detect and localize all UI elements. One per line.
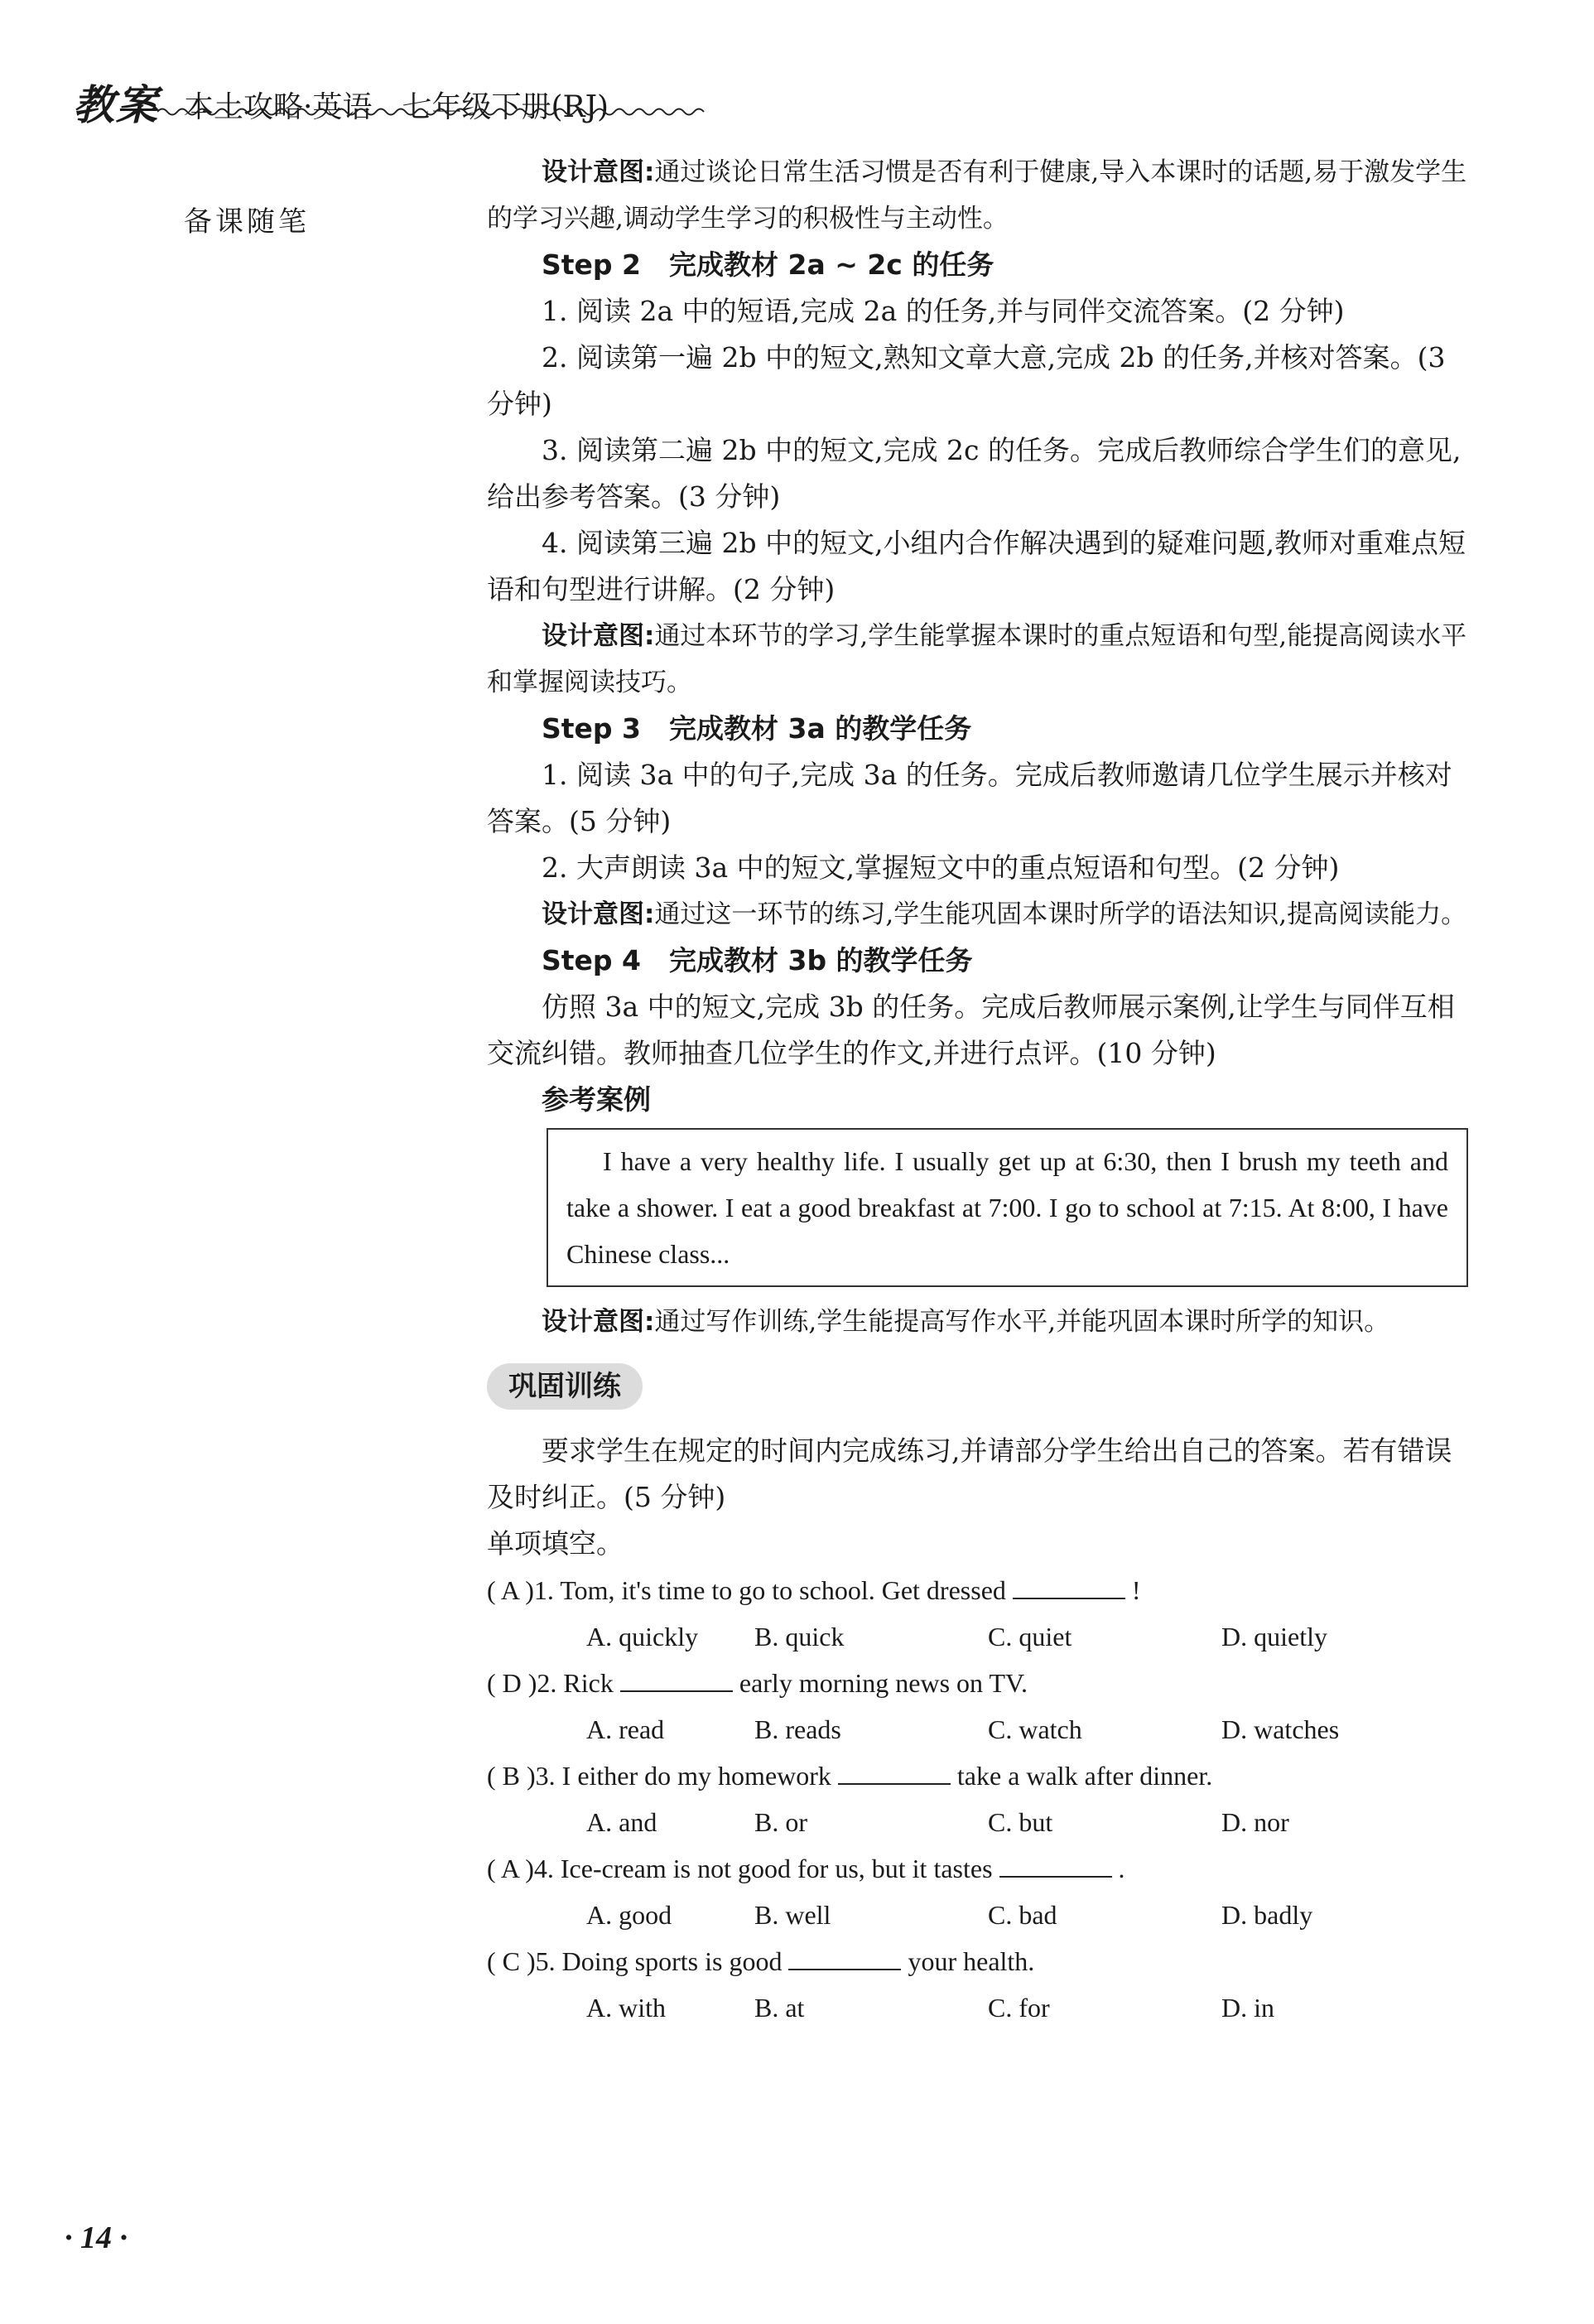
step-4-heading [542,938,1476,984]
practice-section-title: 巩固训练 [487,1363,643,1410]
option-a: A. with [586,1993,666,2023]
step-2-item: 1. 阅读 2a 中的短语,完成 2a 的任务,并与同伴交流答案。(2 分钟) [542,295,1345,327]
design-intent-2 [487,613,1476,706]
option-a: A. read [586,1714,665,1744]
design-intent-text: 通过这一环节的练习,学生能巩固本课时所学的语法知识,提高阅读能力。 [654,899,1467,929]
option-d: D. nor [1221,1807,1289,1837]
options-row [487,1799,1476,1845]
step-2-item: 3. 阅读第二遍 2b 中的短文,完成 2c 的任务。完成后教师综合学生们的意见,给出参考答案。(3 分钟) [487,434,1462,513]
options-row [487,1613,1476,1660]
design-intent-label: 设计意图: [542,899,655,929]
step-number: Step 3 [542,712,641,745]
reference-case-box [547,1128,1468,1287]
question-1 [487,1567,1476,1613]
option-a: A. and [586,1807,657,1837]
design-intent-label: 设计意图: [542,157,655,187]
option-d: D. quietly [1221,1622,1327,1651]
question-text: 2. Rick [537,1668,614,1698]
answer-blank [999,1853,1112,1878]
question-text: 1. Tom, it's time to go to school. Get dressed [533,1575,1006,1605]
step-3-heading [542,706,1476,752]
question-text: 3. I either do my homework [535,1761,831,1791]
step-number: Step 4 [542,944,641,976]
option-c: C. watch [988,1714,1082,1744]
question-answer: ( C ) [487,1946,536,1976]
step-3-item: 2. 大声朗读 3a 中的短文,掌握短文中的重点短语和句型。(2 分钟) [542,851,1340,884]
step-2-heading [542,242,1476,288]
practice-subtitle: 单项填空。 [487,1527,624,1560]
option-d: D. watches [1221,1714,1340,1744]
answer-blank [788,1946,901,1970]
option-c: C. for [988,1993,1050,2023]
design-intent-label: 设计意图: [542,1307,655,1337]
practice-intro: 要求学生在规定的时间内完成练习,并请部分学生给出自己的答案。若有错误及时纠正。(5 分钟) [487,1434,1452,1513]
question-text-end: your health. [908,1946,1035,1976]
design-intent-3 [487,891,1476,938]
option-b: B. at [754,1993,805,2023]
design-intent-1 [487,149,1476,242]
question-answer: ( A ) [487,1854,534,1883]
question-answer: ( D ) [487,1668,537,1698]
question-answer: ( B ) [487,1761,536,1791]
step-3-item: 1. 阅读 3a 中的句子,完成 3a 的任务。完成后教师邀请几位学生展示并核对答案。(5 分钟) [487,759,1452,837]
question-2 [487,1660,1476,1706]
question-list [487,1567,1476,2031]
option-c: C. bad [988,1900,1057,1930]
options-row [487,1706,1476,1753]
option-c: C. quiet [988,1622,1072,1651]
option-a: A. quickly [586,1622,699,1651]
answer-blank [620,1667,733,1692]
question-text-end: early morning news on TV. [739,1668,1028,1698]
option-b: B. quick [754,1622,845,1651]
option-b: B. well [754,1900,831,1930]
design-intent-label: 设计意图: [542,621,655,651]
option-b: B. reads [754,1714,841,1744]
design-intent-text: 通过写作训练,学生能提高写作水平,并能巩固本课时所学的知识。 [654,1307,1390,1337]
question-text-end: take a walk after dinner. [956,1761,1213,1791]
header-logo: 教案 [73,81,159,129]
option-b: B. or [754,1807,807,1837]
reference-case-text: I have a very healthy life. I usually get up at 6:30, then I brush my teeth and take a shower. I eat a good breakfast at 7:00. I go to school at 7:15. At 8:00, I have Chinese class... [566,1146,1448,1269]
step-title: 完成教材 3b 的教学任务 [669,944,973,976]
question-3 [487,1753,1476,1799]
option-c: C. but [988,1807,1053,1837]
question-answer: ( A ) [487,1575,534,1605]
step-4-text: 仿照 3a 中的短文,完成 3b 的任务。完成后教师展示案例,让学生与同伴互相交流纠错。教师抽查几位学生的作文,并进行点评。(10 分钟) [487,991,1455,1069]
options-row [487,1984,1476,2031]
case-label: 参考案例 [542,1083,651,1116]
question-text: 4. Ice-cream is not good for us, but it tastes [533,1854,993,1883]
step-number: Step 2 [542,248,641,281]
option-d: D. in [1221,1993,1274,2023]
page-number: · 14 · [65,2220,128,2255]
design-intent-4 [487,1299,1476,1345]
question-text-end: ! [1131,1575,1141,1605]
design-intent-text: 通过谈论日常生活习惯是否有利于健康,导入本课时的话题,易于激发学生的学习兴趣,调动学生学习的积极性与主动性。 [487,157,1467,234]
margin-note: 备课随笔 [184,205,310,239]
options-row [487,1892,1476,1938]
answer-blank [1013,1574,1125,1599]
step-title: 完成教材 3a 的教学任务 [669,712,972,745]
answer-blank [838,1760,951,1785]
question-4 [487,1845,1476,1892]
option-a: A. good [586,1900,672,1930]
question-5 [487,1938,1476,1984]
step-2-item: 4. 阅读第三遍 2b 中的短文,小组内合作解决遇到的疑难问题,教师对重难点短语和句型进行讲解。(2 分钟) [487,527,1466,605]
header-book-title: 本土攻略·英语 七年级下册(RJ) [184,90,609,124]
step-2-item: 2. 阅读第一遍 2b 中的短文,熟知文章大意,完成 2b 的任务,并核对答案。(3 分钟) [487,341,1446,420]
step-title: 完成教材 2a ~ 2c 的任务 [669,248,994,281]
design-intent-text: 通过本环节的学习,学生能掌握本课时的重点短语和句型,能提高阅读水平和掌握阅读技巧。 [487,621,1467,697]
question-text: 5. Doing sports is good [535,1946,783,1976]
lesson-content [487,149,1476,2031]
option-d: D. badly [1221,1900,1313,1930]
header-wavy-underline [157,106,712,118]
question-text-end: . [1118,1854,1125,1883]
